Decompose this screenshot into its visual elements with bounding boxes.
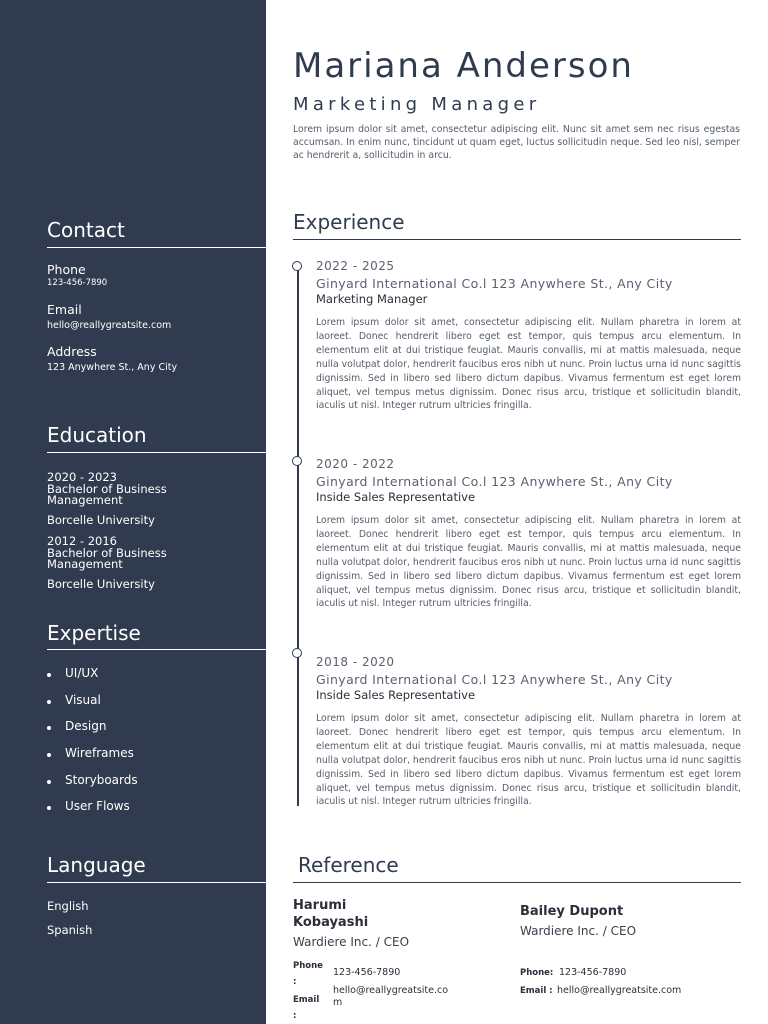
address-label: Address: [47, 344, 97, 359]
person-role: Marketing Manager: [293, 94, 541, 115]
bullet-icon: [47, 726, 51, 730]
phone-label: Phone: [47, 262, 86, 277]
bullet-icon: [47, 780, 51, 784]
intro-text: Lorem ipsum dolor sit amet, consectetur adipiscing elit. Nunc sit amet sem nec risus egestas accumsan. In enim nunc, tincidunt ut quam eget, luctus sollicitudin neque. Sed leo nisl, semper ac hendrerit a, sollicitudin in arcu.: [293, 124, 740, 161]
experience-item: [316, 457, 741, 611]
education-title: Education: [47, 423, 147, 447]
list-item: User Flows: [47, 797, 138, 824]
education-item: [47, 535, 247, 591]
language-item: English: [47, 899, 89, 913]
job-years: 2022 - 2025: [316, 259, 395, 273]
reference-title: Reference: [298, 853, 399, 877]
education-divider: [47, 452, 266, 453]
list-item: Design: [47, 717, 138, 744]
reference-phone-label: Phone:: [520, 968, 554, 978]
expertise-divider: [47, 649, 266, 650]
contact-title: Contact: [47, 218, 125, 242]
job-years: 2018 - 2020: [316, 655, 395, 669]
bullet-icon: [47, 673, 51, 677]
education-degree: Bachelor of Business Management: [47, 546, 167, 571]
expertise-title: Expertise: [47, 621, 141, 645]
reference-company: Wardiere Inc. / CEO: [520, 924, 637, 938]
experience-item: [316, 655, 741, 809]
list-item: Storyboards: [47, 771, 138, 798]
reference-name: Harumi Kobayashi: [293, 898, 369, 930]
timeline-line: [297, 266, 299, 806]
email-label: Email: [47, 302, 82, 317]
job-title: Inside Sales Representative: [316, 490, 476, 504]
education-school: Borcelle University: [47, 513, 155, 527]
experience-divider: [293, 239, 741, 240]
person-name: Mariana Anderson: [293, 46, 634, 86]
reference-divider: [293, 882, 741, 883]
contact-divider: [47, 247, 266, 248]
language-item: Spanish: [47, 923, 93, 937]
reference-email: hello@reallygreatsite.com: [557, 985, 682, 996]
bullet-icon: [47, 753, 51, 757]
job-description: Lorem ipsum dolor sit amet, consectetur adipiscing elit. Nullam pharetra in lorem at laoreet. Donec hendrerit libero eget est tempor, quis tempus arcu elementum. In elementum elit at dui tristique feugiat. Mauris convallis, mi at mattis malesuada, neque nulla volutpat dolor, hendrerit faucibus eros nibh ut nunc. Proin luctus urna id nunc sagittis dignissim. Sed in libero sed libero dictum dapibus. Vivamus fermentum est eget lorem aliquet, vel tempus metus dignissim. Donec risus arcu, tristique et sollicitudin blandit, iaculis ut nisl. Integer rutrum ultricies fringilla.: [316, 713, 741, 808]
list-item: Visual: [47, 691, 138, 718]
reference-phone: 123-456-7890: [559, 967, 627, 978]
job-years: 2020 - 2022: [316, 457, 395, 471]
bullet-icon: [47, 806, 51, 810]
sidebar: [0, 0, 266, 1024]
timeline-node-icon: [292, 456, 302, 466]
job-company: Ginyard International Co.l 123 Anywhere St., Any City: [316, 672, 673, 687]
bullet-icon: [47, 700, 51, 704]
main-content: [266, 0, 768, 1024]
reference-email: hello@reallygreatsite.com: [333, 985, 449, 1008]
job-title: Inside Sales Representative: [316, 688, 476, 702]
list-item: UI/UX: [47, 664, 138, 691]
reference-phone: 123-456-7890: [333, 967, 401, 978]
education-years: 2012 - 2016: [47, 534, 117, 548]
language-divider: [47, 882, 266, 883]
education-item: [47, 471, 247, 527]
reference-company: Wardiere Inc. / CEO: [293, 935, 410, 949]
list-item: Wireframes: [47, 744, 138, 771]
reference-email-label: Email :: [293, 995, 320, 1021]
address-value: 123 Anywhere St., Any City: [47, 362, 178, 373]
experience-item: [316, 259, 741, 413]
job-company: Ginyard International Co.l 123 Anywhere St., Any City: [316, 276, 673, 291]
timeline-node-icon: [292, 261, 302, 271]
job-description: Lorem ipsum dolor sit amet, consectetur adipiscing elit. Nullam pharetra in lorem at laoreet. Donec hendrerit libero eget est tempor, quis tempus arcu elementum. In elementum elit at dui tristique feugiat. Mauris convallis, mi at mattis malesuada, neque nulla volutpat dolor, hendrerit faucibus eros nibh ut nunc. Proin luctus urna id nunc sagittis dignissim. Sed in libero sed libero dictum dapibus. Vivamus fermentum est eget lorem aliquet, vel tempus metus dignissim. Donec risus arcu, tristique et sollicitudin blandit, iaculis ut nisl. Integer rutrum ultricies fringilla.: [316, 317, 741, 412]
phone-value: 123-456-7890: [47, 278, 108, 288]
education-years: 2020 - 2023: [47, 470, 117, 484]
reference-name: Bailey Dupont: [520, 904, 624, 919]
reference-email-label: Email :: [520, 986, 553, 996]
job-company: Ginyard International Co.l 123 Anywhere St., Any City: [316, 474, 673, 489]
language-title: Language: [47, 853, 146, 877]
experience-title: Experience: [293, 210, 405, 234]
education-degree: Bachelor of Business Management: [47, 482, 167, 507]
timeline-node-icon: [292, 648, 302, 658]
reference-phone-label: Phone :: [293, 961, 323, 987]
job-title: Marketing Manager: [316, 292, 428, 306]
education-school: Borcelle University: [47, 577, 155, 591]
job-description: Lorem ipsum dolor sit amet, consectetur adipiscing elit. Nullam pharetra in lorem at laoreet. Donec hendrerit libero eget est tempor, quis tempus arcu elementum. In elementum elit at dui tristique feugiat. Mauris convallis, mi at mattis malesuada, neque nulla volutpat dolor, hendrerit faucibus eros nibh ut nunc. Proin luctus urna id nunc sagittis dignissim. Sed in libero sed libero dictum dapibus. Vivamus fermentum est eget lorem aliquet, vel tempus metus dignissim. Donec risus arcu, tristique et sollicitudin blandit, iaculis ut nisl. Integer rutrum ultricies fringilla.: [316, 515, 741, 610]
email-value: hello@reallygreatsite.com: [47, 320, 172, 331]
expertise-list: [47, 664, 138, 824]
